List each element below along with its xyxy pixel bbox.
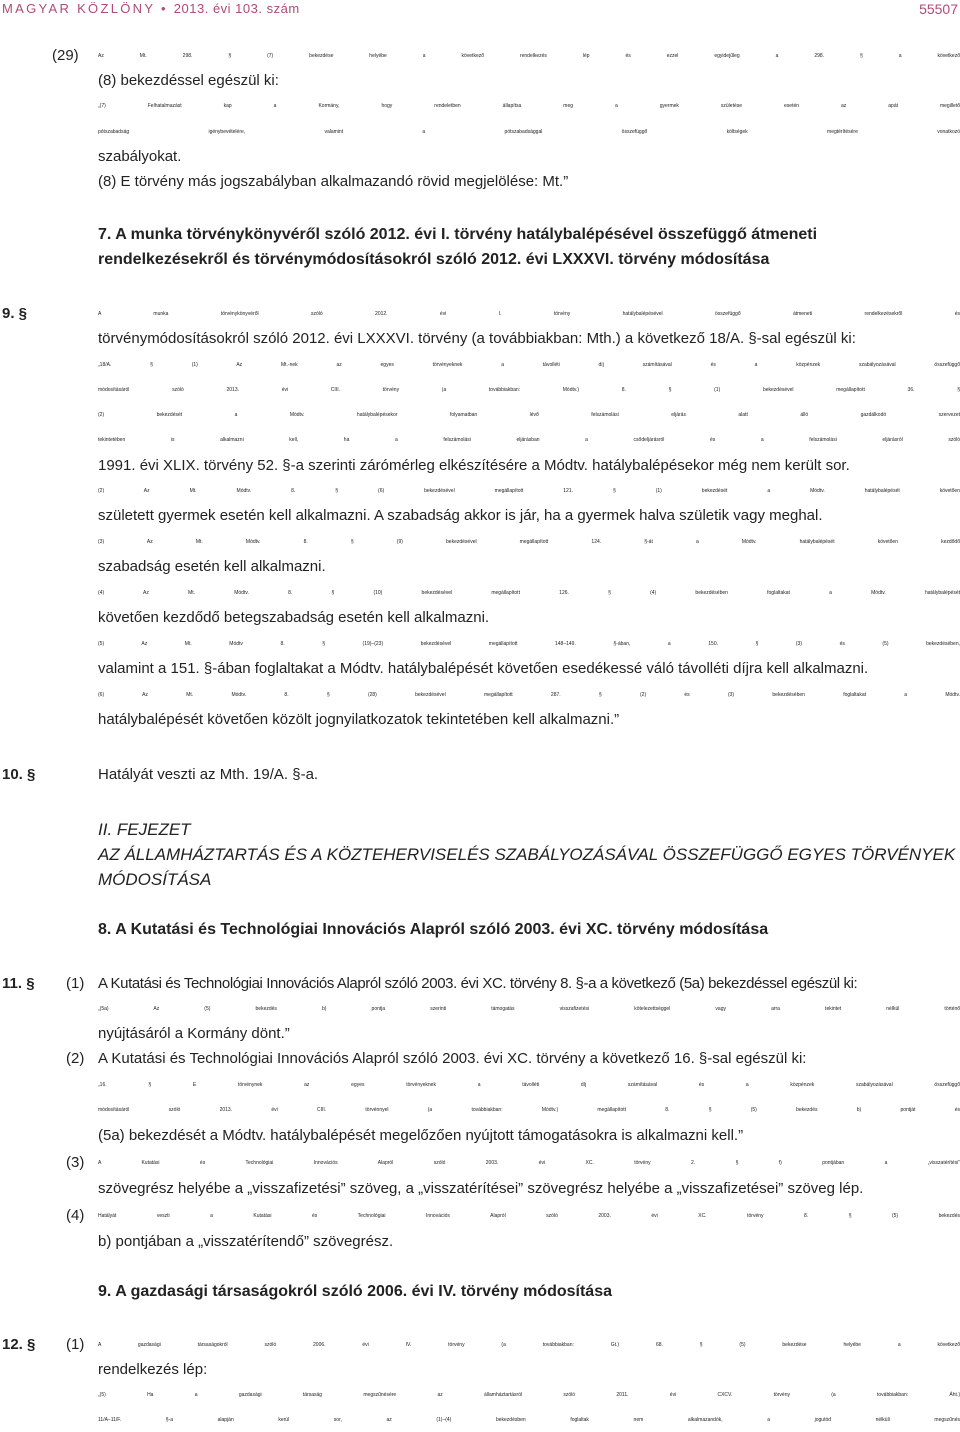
s9-line-8: (2) Az Mt. Módtv. 8. § (6) bekezdésével megállapított 121. § (1) bekezdését a Módtv. hatálybalépését követően bbox=[98, 488, 960, 494]
s9-line-3: „18/A. § (1) Az Mt.-nek az egyes törvényeknek a távolléti díj számításával és a közpénzek szabályozásával összefüggő bbox=[98, 362, 960, 368]
s9-line-5: (2) bekezdését a Módtv. hatálybalépésekor folyamatban lévő felszámolási eljárás alatt álló gazdálkodó szervezet bbox=[98, 412, 960, 418]
s9-line-13: követően kezdődő betegszabadság esetén kell alkalmazni. bbox=[98, 609, 490, 626]
header-publication-line bbox=[2, 1, 300, 16]
s11-sub-4-label: (4) bbox=[66, 1207, 85, 1224]
s12-line-1: A gazdasági társaságokról szóló 2006. évi IV. törvény (a továbbiakban: Gt.) 68. § (5) bekezdése helyébe a következő bbox=[98, 1342, 960, 1348]
section-9-heading: 9. A gazdasági társaságokról szóló 2006. évi IV. törvény módosítása bbox=[98, 1283, 612, 1300]
section-7-heading-line-2: rendelkezésekről és törvénymódosításokról szóló 2012. évi LXXXVI. törvény módosítása bbox=[98, 251, 770, 268]
s11-line-6: módosításáról szóló 2013. évi CIII. törvénnyel (a továbbiakban: Módtv.) megállapított 8. § (5) bekezdés b) pontját és bbox=[98, 1107, 960, 1113]
s10-line-1: Hatályát veszti az Mth. 19/A. §-a. bbox=[98, 766, 319, 783]
item-29-line-6: (8) E törvény más jogszabályban alkalmazandó rövid megjelölése: Mt.” bbox=[98, 173, 569, 190]
page-header bbox=[0, 0, 960, 22]
s9-line-9: született gyermek esetén kell alkalmazni. A szabadság akkor is jár, ha a gyermek halva születik vagy meghal. bbox=[98, 507, 823, 524]
item-29-line-5: szabályokat. bbox=[98, 148, 182, 165]
chapter-title-line-1: AZ ÁLLAMHÁZTARTÁS ÉS A KÖZTEHERVISELÉS SZABÁLYOZÁSÁVAL ÖSSZEFÜGGŐ EGYES TÖRVÉNYEK bbox=[98, 845, 956, 864]
s11-line-7: (5a) bekezdését a Módtv. hatálybalépését megelőzően nyújtott támogatásokra is alkalmazni kell.” bbox=[98, 1127, 744, 1144]
item-29-line-4: pótszabadság igénybevételére, valamint a pótszabadsággal összefüggő költségek megtérítésére vonatkozó bbox=[98, 129, 960, 135]
s12-line-3: „(5) Ha a gazdasági társaság megszűnésére az államháztartásról szóló 2011. évi CXCV. törvény (a továbbiakban: Áht.) bbox=[98, 1392, 960, 1398]
section-9-label: 9. § bbox=[2, 305, 28, 322]
s12-sub-1-label: (1) bbox=[66, 1336, 85, 1353]
chapter-title-line-2: MÓDOSÍTÁSA bbox=[98, 870, 212, 889]
item-29-line-2: (8) bekezdéssel egészül ki: bbox=[98, 72, 279, 89]
s11-sub-1-label: (1) bbox=[66, 975, 85, 992]
item-29-line-1: Az Mt. 298. § (7) bekezdése helyébe a következő rendelkezés lép és ezzel egyidejűleg a 298. § a következő bbox=[98, 53, 960, 59]
s11-sub-3-label: (3) bbox=[66, 1154, 85, 1171]
s9-line-17: hatálybalépését követően közölt jognyilatkozatok tekintetében kell alkalmazni.” bbox=[98, 711, 620, 728]
s9-line-16: (6) Az Mt. Módtv. 8. § (28) bekezdésével megállapított 287. § (2) és (3) bekezdésében foglaltakat a Módtv. bbox=[98, 692, 960, 698]
section-12-label: 12. § bbox=[2, 1336, 36, 1353]
s9-line-6: tekintetében is alkalmazni kell, ha a felszámolási eljárásban a csődeljárásról és a felszámolási eljárásról szóló bbox=[98, 437, 960, 443]
s9-line-4: módosításáról szóló 2013. évi CIII. törvény (a továbbiakban: Módtv.) 8. § (1) bekezdésével megállapított 36. § bbox=[98, 387, 960, 393]
s9-line-7: 1991. évi XLIX. törvény 52. §-a szerinti zárómérleg elkészítésére a Módtv. hatálybalépésekor még nem került sor. bbox=[98, 457, 850, 474]
header-bullet: • bbox=[161, 1, 168, 16]
s11-line-11: b) pontjában a „visszatérítendő” szövegrész. bbox=[98, 1233, 394, 1250]
s9-line-12: (4) Az Mt. Módtv. 8. § (10) bekezdésével megállapított 126. § (4) bekezdésében foglaltakat a Módtv. hatálybalépését bbox=[98, 590, 960, 596]
s11-line-4: A Kutatási és Technológiai Innovációs Alapról szóló 2003. évi XC. törvény a következő 16. §-sal egészül ki: bbox=[98, 1050, 807, 1067]
section-10-label: 10. § bbox=[2, 766, 36, 783]
section-11-label: 11. § bbox=[2, 975, 35, 992]
s9-line-1: A munka törvénykönyvéről szóló 2012. évi I. törvény hatálybalépésével összefüggő átmeneti rendelkezésekről és bbox=[98, 311, 960, 317]
s12-line-4: 11/A–11/F. §-a alapján kerül sor, az (1)–(4) bekezdésben foglaltak nem alkalmazandók, a jogutód nélküli megszűnés bbox=[98, 1417, 960, 1423]
s11-line-1: A Kutatási és Technológiai Innovációs Alapról szóló 2003. évi XC. törvény 8. §-a a következő (5a) bekezdéssel egészül ki: bbox=[98, 975, 858, 992]
issue-info: 2013. évi 103. szám bbox=[173, 1, 300, 16]
s11-line-3: nyújtásáról a Kormány dönt.” bbox=[98, 1025, 290, 1042]
item-29-label: (29) bbox=[52, 47, 79, 64]
publication-name: MAGYAR KÖZLÖNY bbox=[2, 1, 156, 16]
item-29-line-3: „(7) Felhatalmazást kap a Kormány, hogy rendeletben állapítsa meg a gyermek születése esetén az apát megillető bbox=[98, 103, 960, 109]
s9-line-11: szabadság esetén kell alkalmazni. bbox=[98, 558, 326, 575]
s9-line-10: (3) Az Mt. Módtv. 8. § (9) bekezdésével megállapított 124. §-át a Módtv. hatálybalépését követően kezdődő bbox=[98, 539, 960, 545]
page-number: 55507 bbox=[919, 1, 958, 17]
s11-line-9: szövegrész helyébe a „visszafizetési” szöveg, a „visszatérítései” szövegrész helyébe a „visszafizetései” szöveg lép. bbox=[98, 1180, 864, 1197]
s11-line-8: A Kutatási és Technológiai Innovációs Alapról szóló 2003. évi XC. törvény 2. § f) pontjában a „visszatérítési” bbox=[98, 1160, 960, 1166]
s11-line-10: Hatályát veszti a Kutatási és Technológiai Innovációs Alapról szóló 2003. évi XC. törvény 8. § (5) bekezdés bbox=[98, 1213, 960, 1219]
s9-line-15: valamint a 151. §-ában foglaltakat a Módtv. hatálybalépését követően esedékessé váló távolléti díjra kell alkalmazni. bbox=[98, 660, 869, 677]
section-8-heading: 8. A Kutatási és Technológiai Innovációs Alapról szóló 2003. évi XC. törvény módosítása bbox=[98, 921, 769, 938]
s11-line-5: „16. § E törvénynek az egyes törvényeknek a távolléti díj számításával és a közpénzek szabályozásával összefüggő bbox=[98, 1082, 960, 1088]
s9-line-14: (5) Az Mt. Módtv 8. § (19)–(23) bekezdésével megállapított 148–149. §-ában, a 150. § (3) és (5) bekezdésében, bbox=[98, 641, 960, 647]
s12-line-2: rendelkezés lép: bbox=[98, 1361, 208, 1378]
s11-sub-2-label: (2) bbox=[66, 1050, 85, 1067]
s9-line-2: törvénymódosításokról szóló 2012. évi LXXXVI. törvény (a továbbiakban: Mth.) a következő 18/A. §-sal egészül ki: bbox=[98, 330, 856, 347]
chapter-number: II. FEJEZET bbox=[98, 820, 191, 839]
section-7-heading-line-1: 7. A munka törvénykönyvéről szóló 2012. évi I. törvény hatálybalépésével összefüggő átmeneti bbox=[98, 226, 818, 243]
s11-line-2: „(5a) Az (5) bekezdés b) pontja szerinti támogatás visszafizetési kötelezettséggel vagy arra tekintet nélkül történő bbox=[98, 1006, 960, 1012]
